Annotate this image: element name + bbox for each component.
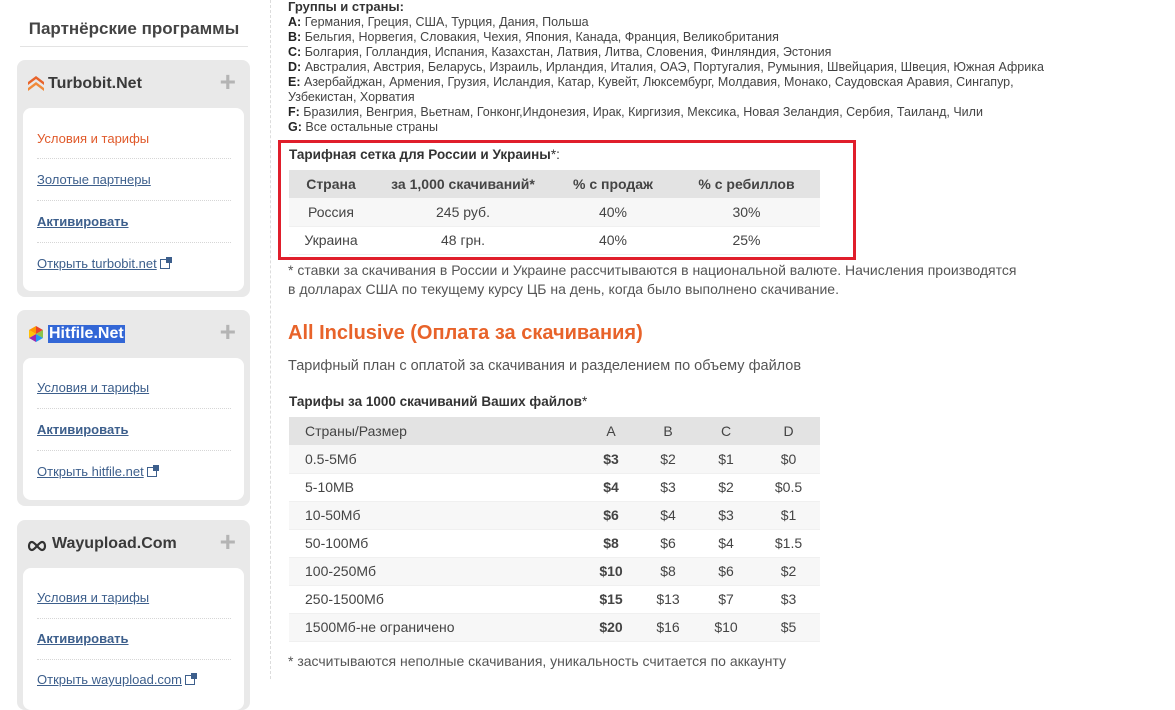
- table-cell: $1: [695, 445, 757, 473]
- table-cell: 48 грн.: [373, 226, 553, 254]
- partner-name[interactable]: Wayupload.Com: [52, 535, 177, 552]
- table-cell: 245 руб.: [373, 198, 553, 226]
- partner-box-hitfile: [17, 310, 250, 506]
- group-line: [288, 15, 589, 29]
- divider: [37, 242, 231, 243]
- group-key: D:: [288, 60, 302, 74]
- table-row: [289, 226, 820, 254]
- link-activate[interactable]: Активировать: [37, 422, 129, 437]
- table-cell: $13: [641, 585, 695, 613]
- sizes-table-note: * засчитываются неполные скачивания, уникальность считается по аккаунту: [288, 653, 787, 669]
- column-header: Страна: [289, 170, 373, 198]
- table-cell: $1.5: [757, 529, 820, 557]
- table-cell: 0.5-5Мб: [289, 445, 581, 473]
- expand-plus-icon[interactable]: +: [219, 66, 236, 97]
- table-cell: $10: [581, 557, 641, 585]
- table-cell: 250-1500Мб: [289, 585, 581, 613]
- column-header: % с продаж: [553, 170, 673, 198]
- column-header: D: [757, 417, 820, 445]
- group-line: [288, 30, 779, 44]
- table-row: [289, 198, 820, 226]
- table-cell: 40%: [553, 226, 673, 254]
- column-header: % с ребиллов: [673, 170, 820, 198]
- group-key: F:: [288, 105, 300, 119]
- group-line: [288, 120, 438, 134]
- group-key: G:: [288, 120, 302, 134]
- table-row: [289, 557, 820, 585]
- table-cell: 50-100Мб: [289, 529, 581, 557]
- ru-rates-table: [289, 170, 820, 255]
- link-gold-partners[interactable]: Золотые партнеры: [37, 172, 151, 187]
- table-row: [289, 501, 820, 529]
- group-line: [288, 45, 831, 59]
- table-cell: 1500Мб-не ограничено: [289, 613, 581, 641]
- group-countries: Бразилия, Венгрия, Вьетнам, Гонконг,Индонезия, Ирак, Киргизия, Мексика, Новая Зеландия, Сербия, Таиланд, Чили: [303, 105, 983, 119]
- hitfile-logo-icon: [27, 324, 45, 344]
- infinity-icon: [27, 536, 47, 556]
- group-countries: Австралия, Австрия, Беларусь, Израиль, Ирландия, Италия, ОАЭ, Португалия, Румыния, Швейцария, Швеция, Южная Африка: [304, 60, 1044, 74]
- sidebar: [17, 0, 250, 687]
- table-cell: $4: [641, 501, 695, 529]
- table-cell: $5: [757, 613, 820, 641]
- table-cell: 5-10МВ: [289, 473, 581, 501]
- table-cell: 10-50Мб: [289, 501, 581, 529]
- link-terms[interactable]: Условия и тарифы: [37, 380, 150, 395]
- table-cell: $8: [581, 529, 641, 557]
- external-link-icon: [160, 259, 170, 269]
- table-cell: $6: [695, 557, 757, 585]
- group-line: [288, 75, 1014, 89]
- expand-plus-icon[interactable]: +: [219, 316, 236, 347]
- note-line: * ставки за скачивания в России и Украине рассчитываются в национальной валюте. Начисления производятся: [288, 262, 1017, 278]
- link-open-site[interactable]: [37, 672, 195, 687]
- table-cell: Россия: [289, 198, 373, 226]
- partner-box-header[interactable]: [17, 60, 250, 108]
- group-line: [288, 60, 1044, 74]
- table-row: [289, 585, 820, 613]
- table-cell: $7: [695, 585, 757, 613]
- table-row: [289, 473, 820, 501]
- table-cell: $8: [641, 557, 695, 585]
- partner-links: [23, 358, 244, 500]
- table-cell: $2: [757, 557, 820, 585]
- link-activate[interactable]: Активировать: [37, 214, 129, 229]
- expand-plus-icon[interactable]: +: [219, 526, 236, 557]
- table-row: [289, 529, 820, 557]
- sizes-table-title-mark: *: [581, 394, 588, 409]
- turbobit-logo-icon: [27, 74, 45, 94]
- table-cell: 30%: [673, 198, 820, 226]
- group-key: B:: [288, 30, 302, 44]
- partner-box-turbobit: [17, 60, 250, 297]
- table-cell: Украина: [289, 226, 373, 254]
- table-cell: 25%: [673, 226, 820, 254]
- partner-name[interactable]: Hitfile.Net: [49, 325, 124, 342]
- partner-name[interactable]: Turbobit.Net: [48, 75, 142, 92]
- group-key: E:: [288, 75, 301, 89]
- table-cell: $3: [581, 445, 641, 473]
- table-cell: $3: [641, 473, 695, 501]
- group-countries: Бельгия, Норвегия, Словакия, Чехия, Япония, Канада, Франция, Великобритания: [304, 30, 779, 44]
- link-open-site[interactable]: [37, 464, 157, 479]
- table-row: [289, 445, 820, 473]
- link-open-site-label: Открыть turbobit.net: [37, 256, 157, 271]
- group-line: [288, 90, 415, 104]
- table-cell: $15: [581, 585, 641, 613]
- sizes-table-title-text: Тарифы за 1000 скачиваний Ваших файлов: [289, 394, 582, 409]
- divider: [37, 408, 231, 409]
- table-cell: $10: [695, 613, 757, 641]
- group-countries: Все остальные страны: [305, 120, 439, 134]
- table-cell: $6: [581, 501, 641, 529]
- partner-box-header[interactable]: [17, 520, 250, 568]
- note-line: в долларах США по текущему курсу ЦБ на день, когда было выполнено скачивание.: [288, 281, 839, 297]
- table-cell: $20: [581, 613, 641, 641]
- divider: [37, 158, 231, 159]
- table-row: [289, 613, 820, 641]
- sidebar-title: Партнёрские программы: [20, 0, 248, 47]
- table-cell: $2: [641, 445, 695, 473]
- column-header: B: [641, 417, 695, 445]
- table-cell: $0.5: [757, 473, 820, 501]
- table-header-row: [289, 170, 820, 198]
- table-cell: $1: [757, 501, 820, 529]
- divider: [37, 450, 231, 451]
- column-header: A: [581, 417, 641, 445]
- ru-table-title-mark: *:: [550, 147, 560, 162]
- section-description: Тарифный план с оплатой за скачивания и разделением по объему файлов: [288, 358, 802, 374]
- group-line: [288, 105, 983, 119]
- sizes-rates-table: [289, 417, 820, 642]
- group-key: C:: [288, 45, 302, 59]
- link-activate[interactable]: Активировать: [37, 631, 129, 646]
- column-divider: [270, 0, 271, 679]
- section-title: All Inclusive (Оплата за скачивания): [288, 322, 643, 344]
- table-cell: $4: [695, 529, 757, 557]
- table-cell: $3: [757, 585, 820, 613]
- link-open-site[interactable]: [37, 256, 170, 271]
- column-header: C: [695, 417, 757, 445]
- external-link-icon: [185, 675, 195, 685]
- link-open-site-label: Открыть hitfile.net: [37, 464, 144, 479]
- partner-box-header[interactable]: [17, 310, 250, 358]
- ru-table-title: [289, 147, 560, 162]
- group-countries: Азербайджан, Армения, Грузия, Исландия, Катар, Кувейт, Люксембург, Молдавия, Монако, Саудовская Аравия, Сингапур,: [303, 75, 1014, 89]
- table-cell: 40%: [553, 198, 673, 226]
- table-cell: $6: [641, 529, 695, 557]
- group-countries: Болгария, Голландия, Испания, Казахстан, Латвия, Литва, Словения, Финляндия, Эстония: [304, 45, 832, 59]
- link-open-site-label: Открыть wayupload.com: [37, 672, 182, 687]
- partner-links: [23, 568, 244, 710]
- link-terms[interactable]: Условия и тарифы: [37, 131, 150, 146]
- column-header: за 1,000 скачиваний*: [373, 170, 553, 198]
- divider: [37, 200, 231, 201]
- link-terms[interactable]: Условия и тарифы: [37, 590, 150, 605]
- ru-table-title-text: Тарифная сетка для России и Украины: [289, 147, 551, 162]
- group-key: A:: [288, 15, 302, 29]
- partner-links: [23, 108, 244, 291]
- groups-title: Группы и страны:: [288, 0, 404, 14]
- table-header-row: [289, 417, 820, 445]
- table-cell: $4: [581, 473, 641, 501]
- table-cell: $3: [695, 501, 757, 529]
- group-countries: Узбекистан, Хорватия: [288, 90, 415, 104]
- divider: [37, 659, 231, 660]
- table-cell: $2: [695, 473, 757, 501]
- divider: [37, 618, 231, 619]
- column-header: Страны/Размер: [289, 417, 581, 445]
- table-cell: $16: [641, 613, 695, 641]
- external-link-icon: [147, 467, 157, 477]
- ru-table-note: [288, 261, 1016, 299]
- group-countries: Германия, Греция, США, Турция, Дания, Польша: [304, 15, 589, 29]
- partner-box-wayupload: [17, 520, 250, 710]
- sizes-table-title: [289, 394, 587, 409]
- table-cell: $0: [757, 445, 820, 473]
- table-cell: 100-250Мб: [289, 557, 581, 585]
